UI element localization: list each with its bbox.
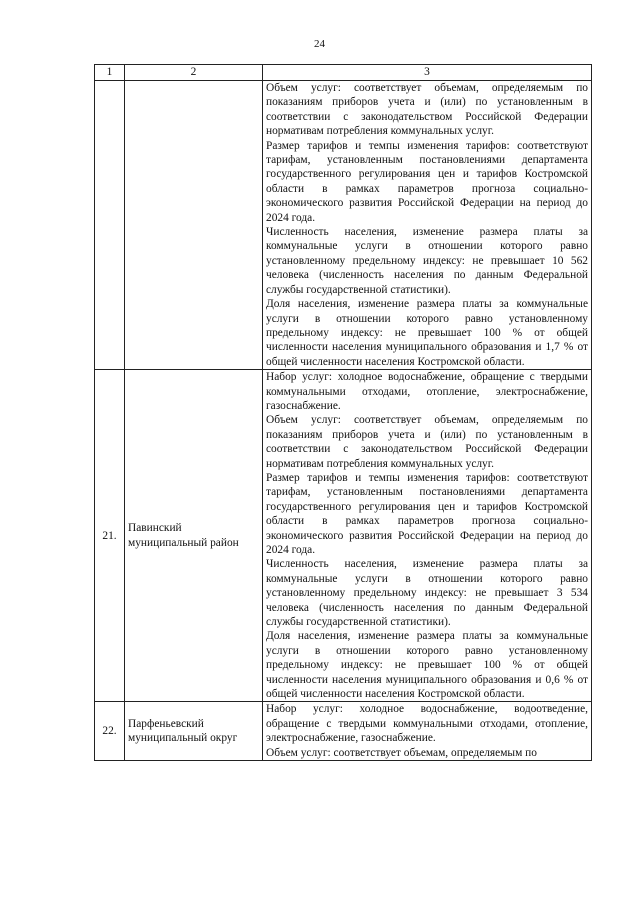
paragraph: Размер тарифов и темпы изменения тарифов: соответствуют тарифам, установленным постановлениями департамента государственного регулирования цен и тарифов Костромской области в рамках параметров прогноза социально-экономического развития Российской Федерации на период до 2024 года. [266, 139, 588, 224]
row-description [263, 370, 592, 702]
column-header-3: 3 [263, 65, 592, 81]
paragraph: Доля населения, изменение размера платы за коммунальные услуги в отношении которого равно установленному предельному индексу: не превышает 100 % от общей численности населения муниципального образования и 0,6 % от общей численности населения Костромской области. [266, 630, 588, 701]
paragraph: Набор услуг: холодное водоснабжение, обращение с твердыми коммунальными отходами, отопление, электроснабжение, газоснабжение. [266, 371, 588, 412]
paragraph: Численность населения, изменение размера платы за коммунальные услуги в отношении которого равно установленному предельному индексу: не превышает 10 562 человека (численность населения по данным Федеральной службы государственной статистики). [266, 226, 588, 296]
column-header-1: 1 [95, 65, 125, 81]
row-number [95, 81, 125, 370]
column-header-2: 2 [125, 65, 263, 81]
table-row [95, 370, 592, 702]
municipality-name: Парфеньевский муниципальный округ [125, 702, 263, 761]
row-number: 21. [95, 370, 125, 702]
row-description [263, 702, 592, 761]
tariff-table [94, 64, 592, 761]
paragraph: Объем услуг: соответствует объемам, определяемым по [266, 746, 537, 759]
paragraph: Набор услуг: холодное водоснабжение, водоотведение, обращение с твердыми коммунальными отходами, отопление, электроснабжение, газоснабжение. [266, 703, 588, 745]
paragraph: Численность населения, изменение размера платы за коммунальные услуги в отношении которого равно установленному предельному индексу: не превышает 3 534 человека (численность населения по данным Федеральной службы государственной статистики). [266, 558, 588, 629]
paragraph: Доля населения, изменение размера платы за коммунальные услуги в отношении которого равно установленному предельному индексу: не превышает 100 % от общей численности населения муниципального образования и 1,7 % от общей численности населения Костромской области. [266, 298, 588, 368]
table-row [95, 702, 592, 761]
row-description [263, 81, 592, 370]
paragraph: Объем услуг: соответствует объемам, определяемым по показаниям приборов учета и (или) по установленным в соответствии с законодательством Российской Федерации нормативам потребления коммунальных услуг. [266, 82, 588, 138]
paragraph: Размер тарифов и темпы изменения тарифов: соответствуют тарифам, установленным постановлениями департамента государственного регулирования цен и тарифов Костромской области в рамках параметров прогноза социально-экономического развития Российской Федерации на период до 2024 года. [266, 471, 588, 556]
municipality-name: Павинский муниципальный район [125, 370, 263, 702]
row-number: 22. [95, 702, 125, 761]
paragraph: Объем услуг: соответствует объемам, определяемым по показаниям приборов учета и (или) по установленным в соответствии с законодательством Российской Федерации нормативам потребления коммунальных услуг. [266, 414, 588, 470]
table-row [95, 81, 592, 370]
page-number: 24 [314, 38, 325, 50]
municipality-name [125, 81, 263, 370]
table-header-row [95, 65, 592, 81]
